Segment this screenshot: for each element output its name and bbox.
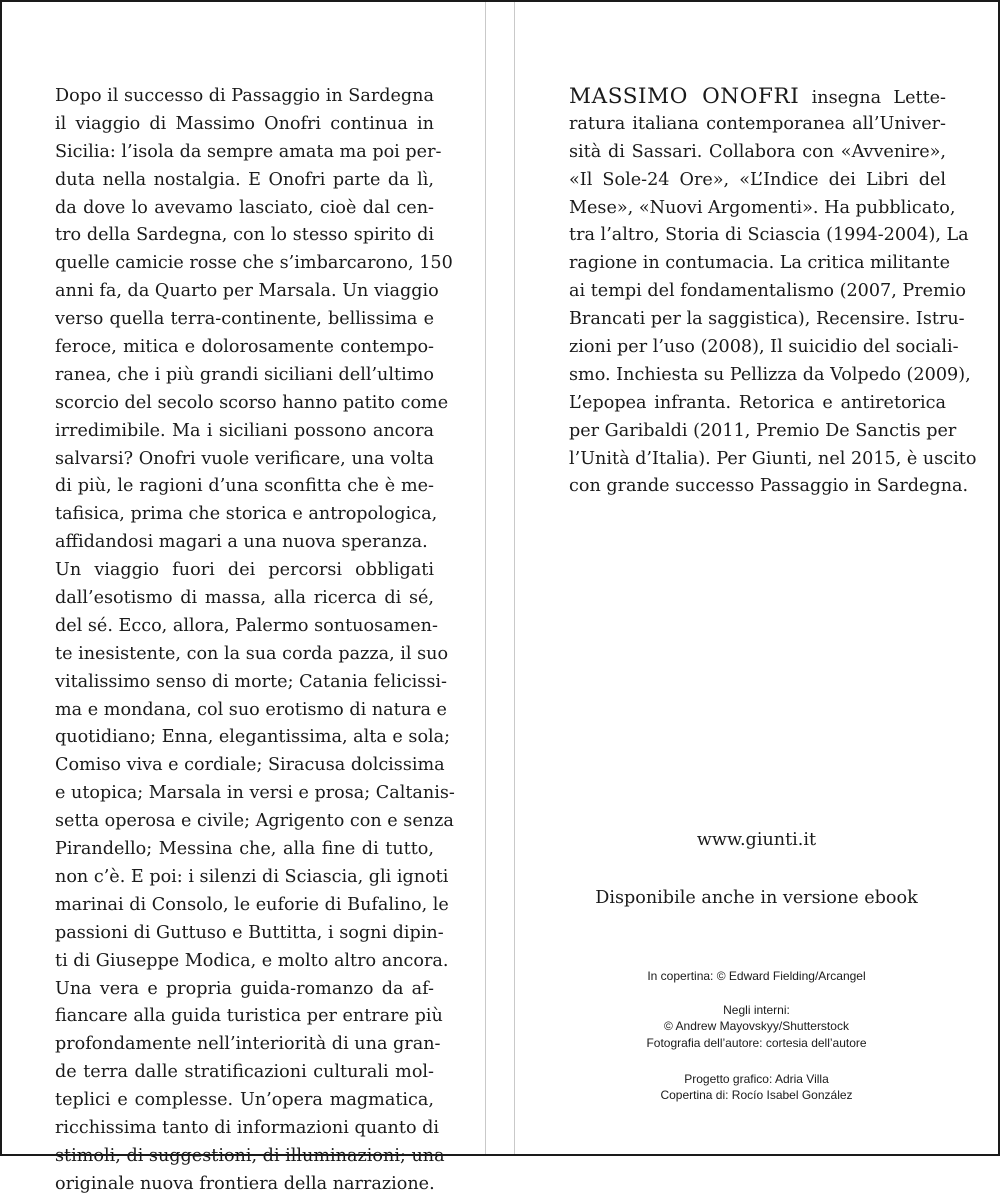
cover-credit — [515, 968, 998, 984]
gutter-line-left — [485, 2, 486, 1154]
text-run: quotidiano; Enna, elegantissima, alta e sola; — [55, 727, 451, 748]
bio-line — [569, 250, 950, 278]
blurb-text — [55, 83, 455, 1199]
bio-line — [569, 111, 946, 139]
text-run: affidandosi magari a una nuova speranza. — [55, 532, 428, 553]
blurb-line — [55, 362, 434, 390]
author-name: MASSIMO ONOFRI — [569, 84, 800, 109]
text-run: ma e mondana, col suo erotismo di natura e — [55, 699, 447, 720]
interior-credits — [515, 1002, 998, 1051]
bio-line — [569, 390, 946, 418]
blurb-line — [55, 697, 447, 725]
blurb-line — [55, 780, 455, 808]
blurb-line — [55, 724, 451, 752]
text-run: dall’esotismo di massa, alla ricerca di sé, — [55, 588, 434, 609]
italic-title: Passaggio in Sardegna — [231, 86, 434, 106]
italic-title: ragione in contumacia. La critica militante — [569, 253, 950, 274]
italic-title: Passaggio in Sardegna — [759, 476, 963, 497]
blurb-line — [55, 334, 434, 362]
blurb-line — [55, 111, 434, 139]
text-run: de terra dalle stratificazioni culturali mol- — [55, 1062, 434, 1083]
blurb-line — [55, 167, 434, 195]
blurb-line — [55, 306, 434, 334]
text-run: l’Unità d’Italia). Per Giunti, nel 2015, è uscito — [569, 448, 977, 469]
text-run: scorcio del secolo scorso hanno patito come — [55, 392, 449, 413]
text-run: (2008), — [694, 337, 771, 358]
blurb-line — [55, 948, 449, 976]
text-run: di più, le ragioni d’una sconfitta che è me- — [55, 476, 434, 497]
design-credits — [515, 1071, 998, 1104]
blurb-line — [55, 83, 434, 111]
italic-title: smo. Inchiesta su Pellizza da Volpedo — [569, 364, 901, 385]
interior-credit-2: Fotografia dell’autore: cortesia dell’autore — [646, 1035, 867, 1050]
text-run: setta operosa e civile; Agrigento con e senza — [55, 811, 454, 832]
text-run: vitalissimo senso di morte; Catania felicissi- — [55, 671, 447, 692]
blurb-line — [55, 446, 434, 474]
blurb-line — [55, 418, 434, 446]
text-run: del sé. Ecco, allora, Palermo sontuosamen- — [55, 615, 438, 636]
ebook-availability-note: Disponibile anche in versione ebook — [595, 888, 918, 908]
text-run: Sicilia: l’isola da sempre amata ma poi per- — [55, 141, 442, 162]
text-run: irredimibile. Ma i siciliani possono ancora — [55, 420, 434, 441]
text-run: quelle camicie rosse che s’imbarcarono, 150 — [55, 253, 453, 274]
italic-title: ai tempi del fondamentalismo — [569, 281, 834, 302]
text-run: Pirandello; Messina che, alla fine di tutto, — [55, 839, 434, 860]
bio-line — [569, 446, 977, 474]
blurb-line — [55, 585, 434, 613]
text-run: il viaggio di Massimo Onofri continua in — [55, 113, 434, 134]
blurb-line — [55, 529, 434, 557]
text-run: Brancati per la saggistica), — [569, 309, 816, 330]
bio-line — [569, 306, 965, 334]
text-run: insegna Lette- — [799, 88, 947, 108]
blurb-line — [55, 222, 434, 250]
text-run: non c’è. E poi: i silenzi di Sciascia, gli ignoti — [55, 866, 449, 887]
bio-line — [569, 139, 946, 167]
text-run: tra l’altro, — [569, 225, 666, 246]
bio-line — [569, 473, 969, 501]
italic-title: La — [946, 225, 969, 246]
blurb-line — [55, 864, 449, 892]
bio-line — [569, 83, 946, 111]
text-run: Dopo il successo di — [55, 86, 232, 106]
bio-line — [569, 222, 969, 250]
blurb-line — [55, 501, 438, 529]
text-run: feroce, mitica e dolorosamente contempo- — [55, 337, 434, 358]
text-run: teplici e complesse. Un’opera magmatica, — [55, 1090, 434, 1111]
blurb-line — [55, 892, 449, 920]
text-run: marinai di Consolo, le euforie di Bufalino, le — [55, 894, 449, 915]
bio-line — [569, 195, 956, 223]
blurb-line — [55, 1059, 434, 1087]
blurb-line — [55, 1171, 434, 1199]
text-run: passioni di Guttuso e Buttitta, i sogni dipin- — [55, 922, 444, 943]
blurb-line — [55, 473, 434, 501]
text-run: ricchissima tanto di informazioni quanto di — [55, 1117, 440, 1138]
text-run: anni fa, da Quarto per Marsala. Un viaggio — [55, 281, 439, 302]
text-run: duta nella nostalgia. E Onofri parte da lì, — [55, 169, 434, 190]
text-run: . — [962, 476, 969, 497]
bio-line — [569, 167, 946, 195]
text-run: (2011, Premio De Sanctis per — [687, 420, 957, 441]
italic-title: Recensire. Istru- — [815, 309, 965, 330]
blurb-line — [55, 1143, 445, 1171]
bio-line — [569, 362, 971, 390]
text-run: originale nuova frontiera della narrazione. — [55, 1173, 435, 1194]
author-bio — [569, 83, 977, 501]
text-run: Comiso viva e cordiale; Siracusa dolcissima — [55, 755, 445, 776]
text-run: Un viaggio fuori dei percorsi obbligati — [55, 560, 434, 581]
blurb-line — [55, 836, 434, 864]
text-run: tro della Sardegna, con lo stesso spirito di — [55, 225, 434, 246]
text-run: «Il Sole-24 Ore», «L’Indice dei Libri del — [569, 169, 946, 190]
text-run: (2007, Premio — [833, 281, 966, 302]
blurb-line — [55, 139, 442, 167]
blurb-line — [55, 920, 444, 948]
text-run: sità di Sassari. Collabora con «Avvenire», — [569, 141, 946, 162]
blurb-line — [55, 613, 438, 641]
text-run: e utopica; Marsala in versi e prosa; Caltanis- — [55, 783, 455, 804]
text-run: tafisica, prima che storica e antropologica, — [55, 504, 438, 525]
graphic-design-credit: Progetto grafico: Adria Villa — [684, 1072, 829, 1086]
italic-title: L’epopea infranta. Retorica e antiretorica — [569, 392, 946, 413]
blurb-line — [55, 557, 434, 585]
blurb-line — [55, 976, 434, 1004]
blurb-line — [55, 1087, 434, 1115]
blurb-line — [55, 808, 454, 836]
text-run: ratura italiana contemporanea all’Univer- — [569, 113, 946, 134]
text-run: Una vera e propria guida-romanzo da af- — [55, 978, 434, 999]
text-run: stimoli, di suggestioni, di illuminazioni; una — [55, 1145, 445, 1166]
italic-title: zioni per l’uso — [569, 337, 695, 358]
text-run: ranea, che i più grandi siciliani dell’ultimo — [55, 364, 434, 385]
cover-design-credit: Copertina di: Rocío Isabel González — [660, 1088, 853, 1103]
text-run: profondamente nell’interiorità di una gran- — [55, 1034, 441, 1055]
blurb-line — [55, 278, 439, 306]
website-link[interactable]: www.giunti.it — [696, 830, 817, 850]
interior-credits-heading: Negli interni: — [723, 1003, 790, 1017]
text-run: (1994-2004), — [820, 225, 947, 246]
text-run: (2009), — [900, 364, 971, 385]
italic-title: per Garibaldi — [569, 420, 688, 441]
blurb-line — [55, 1031, 441, 1059]
text-run: fiancare alla guida turistica per entrare più — [55, 1006, 443, 1027]
blurb-line — [55, 195, 434, 223]
blurb-line — [55, 390, 449, 418]
text-run: con grande successo — [569, 476, 760, 497]
text-run: ti di Giuseppe Modica, e molto altro ancora. — [55, 950, 449, 971]
blurb-line — [55, 669, 447, 697]
text-run: salvarsi? Onofri vuole verificare, una volta — [55, 448, 434, 469]
italic-title: Il suicidio del sociali- — [770, 337, 959, 358]
blurb-line — [55, 1115, 440, 1143]
bio-line — [569, 278, 966, 306]
cover-credit-line: In copertina: © Edward Fielding/Arcangel — [647, 969, 866, 983]
interior-credit-1: © Andrew Mayovskyy/Shutterstock — [664, 1019, 849, 1034]
blurb-line — [55, 1003, 443, 1031]
text-run: verso quella terra-continente, bellissima e — [55, 309, 434, 330]
text-run: te inesistente, con la sua corda pazza, il suo — [55, 643, 449, 664]
blurb-line — [55, 752, 445, 780]
italic-title: Storia di Sciascia — [665, 225, 821, 246]
bio-line — [569, 334, 959, 362]
text-run: da dove lo avevamo lasciato, cioè dal cen- — [55, 197, 434, 218]
bio-line — [569, 418, 957, 446]
blurb-line — [55, 250, 453, 278]
blurb-line — [55, 641, 449, 669]
text-run: Mese», «Nuovi Argomenti». Ha pubblicato, — [569, 197, 956, 218]
